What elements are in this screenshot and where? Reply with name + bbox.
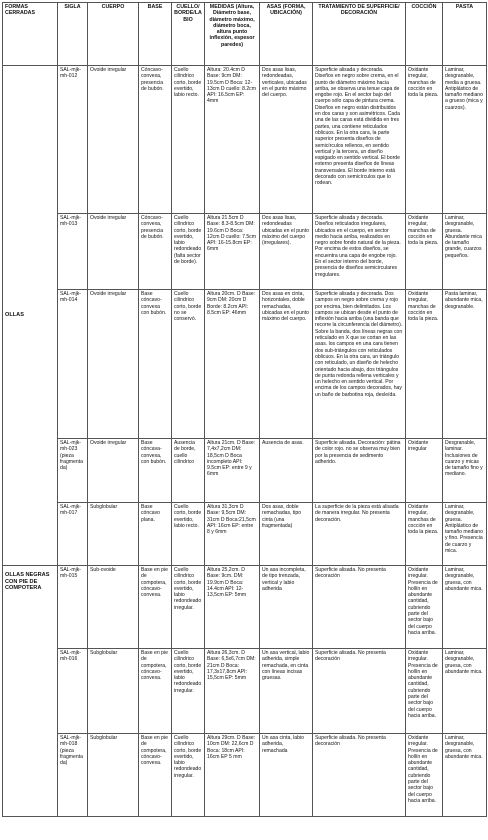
header-asas: ASAS (FORMA, UBICACIÓN) <box>260 3 313 66</box>
cell-medidas: Altura 20cm. D Base: 9cm DM: 20cm D Borde: 8.2cm API: 8.5cm EP: 46mm <box>205 290 260 439</box>
cell-pasta: Pasta laminar, abundante mica, desgranable. <box>443 290 487 439</box>
cell-medidas: Altura 21.5cm D Base: 8.3-8.5cm DM: 19.6cm D Boca: 12cm D cuello: 7.5cm API: 16-15.8cm EP: 6mm <box>205 214 260 290</box>
cell-coccion: Oxidante irregular, manchas de cocción en toda la pieza. <box>406 290 443 439</box>
cell-tratamiento: Superficie alisada. No presenta decoración <box>313 734 406 817</box>
cell-sigla: SAL-mjk-mh-015 <box>58 566 88 649</box>
cell-medidas: Altura 21cm. D Base: 7,4x7,2cm DM: 18,5cm D Boca incompleto API: 9.5cm EP: entre 9 y 6mm <box>205 439 260 503</box>
cell-cuerpo: Sub-ovoide <box>88 566 139 649</box>
cell-medidas: Altura: 20.4cm D Base: 9cm DM: 19.5cm D Boca: 12-13cm D cuello: 8.2cm API: 16.5cm EP: 4mm <box>205 66 260 214</box>
cell-base: Base en pie de compotera, cóncavo-convexa. <box>139 566 172 649</box>
cell-base: Base cóncava-convexa, con bubón. <box>139 439 172 503</box>
header-row <box>3 3 487 66</box>
cell-cuerpo: Ovoide irregular <box>88 214 139 290</box>
cell-sigla: SAL-mjk-mh-023 (pieza fragmentada) <box>58 439 88 503</box>
cell-cuello: Cuello cilíndrico corto, borde evertido, labio recto. <box>172 66 205 214</box>
cell-cuerpo: Ovoide irregular <box>88 290 139 439</box>
cell-cuerpo: Subglobular <box>88 734 139 817</box>
cell-coccion: Oxidante irregular, manchas de cocción en toda la pieza. <box>406 214 443 290</box>
cell-asas: Un asa vertical, labio adherida, simple remachada, en cinta con líneas incisas gruesas. <box>260 649 313 734</box>
table-row <box>3 439 487 503</box>
group-label-ollas: OLLAS <box>3 66 58 566</box>
cell-cuello: Cuello cilíndrico corto, borde no se conservó. <box>172 290 205 439</box>
cell-medidas: Altura 29cm. D Base: 10cm DM: 22,6cm D Boca: 18cm API: 16cm EP 5 mm <box>205 734 260 817</box>
cell-base: Cóncavo-convexa, presencia de bubón. <box>139 214 172 290</box>
cell-asas: Un asa cinta, labio adherida, remachada <box>260 734 313 817</box>
cell-coccion: Oxidante irregular. Presencia de hollín en abundante cantidad, cubriendo parte del sector bajo del cuerpo hacia arriba. <box>406 734 443 817</box>
cell-tratamiento: Superficie alisada y decorada. Dos campos en negro sobre crema y rojo por encima, bien delimitados. Los campos se ubican desde el punto de inflexión hacia arriba (una banda que recorre la circunferencia del diámetro). Sobre la banda, dos líneas negras con reticulado en X que se cortan en las asas. los campos en una cara tienen dos sub-triángulos con reticulados oblicuos. En la otra cara, un triángulo con reticulado, un diseño de helecho orientado hacia abajo, dos triángulos de punta redonda rellena verticales y un helecho en sentido vertical. Por encima de los campos decorados, hay un baño de barbotina roja, desleída. <box>313 290 406 439</box>
cell-tratamiento: Superficie alisada. Decoración: pátina de color rojo. no se observa muy bien por la presencia de sedimento adherido. <box>313 439 406 503</box>
cell-sigla: SAL-mjk-mh-012 <box>58 66 88 214</box>
table-row <box>3 649 487 734</box>
cell-coccion: Oxidante irregular <box>406 439 443 503</box>
cell-sigla: SAL-mjk-mh-016 <box>58 649 88 734</box>
cell-coccion: Oxidante irregular. Presencia de hollín en abundante cantidad, cubriendo parte del sector bajo del cuerpo hacia arriba. <box>406 566 443 649</box>
cell-cuello: Cuello cilíndrico corto, borde evertido, labio redondeado irregular. <box>172 566 205 649</box>
header-base: BASE <box>139 3 172 66</box>
cell-pasta: Laminar, desgranable, gruesa. Antiplástico de tamaño mediano y fino. Presencia de cuarzo y mica. <box>443 503 487 566</box>
header-cuello: CUELLO/ BORDE/LABIO <box>172 3 205 66</box>
cell-base: Cóncavo-convexa, presencia de bubón. <box>139 66 172 214</box>
cell-pasta: Laminar, desgranable, gruesa, con abundante mica. <box>443 649 487 734</box>
header-formas: FORMAS CERRADAS <box>3 3 58 66</box>
header-coccion: COCCIÓN <box>406 3 443 66</box>
cell-cuello: Cuello cilíndrico corto, borde evertido, labio redondeado (falta sector de borde). <box>172 214 205 290</box>
cell-cuerpo: Subglobular <box>88 503 139 566</box>
cell-pasta: Desgranable, laminar. Inclusiones de cuarzo y micas de tamaño fino y mediano. <box>443 439 487 503</box>
cell-pasta: Laminar, desgranable, gruesa. Abundante mica de tamaño grande, cuarzos pequeños. <box>443 214 487 290</box>
cell-base: Base cóncavo plana. <box>139 503 172 566</box>
cell-asas: Dos asas lisas, redondeadas, verticales, ubicadas en el punto máximo del cuerpo. <box>260 66 313 214</box>
cell-tratamiento: La superficie de la pieza está alisada de manera irregular. No presenta decoración. <box>313 503 406 566</box>
table-row <box>3 214 487 290</box>
cell-tratamiento: Superficie alisada y decorada. Diseños reticulados irregulares, ubicados en el cuerpo, en sector medio hacia arriba, realizados en negro sobre fondo natural de la pieza. Por encima de estos diseños, se encuentra una capa de engobe rojo. En el sector interno del borde, presencia de diseños semicirculares irregulares. <box>313 214 406 290</box>
header-cuerpo: CUERPO <box>88 3 139 66</box>
cell-pasta: Laminar, desgranable, media a gruesa. Antiplástico de tamaño mediano a grueso (mica y cuarzos). <box>443 66 487 214</box>
cell-coccion: Oxidante irregular, manchas de cocción en toda la pieza. <box>406 503 443 566</box>
header-pasta: PASTA <box>443 3 487 66</box>
cell-asas: Un asa incompleta, de tipo trenzada, vertical y labio adherida <box>260 566 313 649</box>
cell-base: Base cóncavo-convexa con bubón. <box>139 290 172 439</box>
cell-cuerpo: Ovoide irregular <box>88 66 139 214</box>
group-label-ollas-pie: OLLAS NEGRAS CON PIE DE COMPOTERA <box>3 566 58 817</box>
cell-tratamiento: Superficie alisada. No presenta decoración <box>313 566 406 649</box>
table-row <box>3 734 487 817</box>
ceramics-table <box>2 2 487 817</box>
table-row <box>3 503 487 566</box>
cell-sigla: SAL-mjk-mh-017 <box>58 503 88 566</box>
cell-cuerpo: Ovoide irregular <box>88 439 139 503</box>
cell-pasta: Laminar, desgranable, gruesa, con abundante mica. <box>443 734 487 817</box>
cell-coccion: Oxidante irregular. Presencia de hollín en abundante cantidad, cubriendo parte del sector bajo del cuerpo hacia arriba. <box>406 649 443 734</box>
table-row <box>3 290 487 439</box>
cell-sigla: SAL-mjk-mh-013 <box>58 214 88 290</box>
cell-cuello: Cuello cilíndrico corto, borde evertido, labio redondeado irregular. <box>172 649 205 734</box>
header-sigla: SIGLA <box>58 3 88 66</box>
cell-cuello: Ausencia de borde, cuello cilíndrico <box>172 439 205 503</box>
table-row <box>3 66 487 214</box>
cell-pasta: Laminar, desgranable, gruesa, con abundante mica. <box>443 566 487 649</box>
cell-base: Base en pie de compotera, cóncavo-convexa. <box>139 649 172 734</box>
cell-medidas: Altura 26,3cm. D Base: 6,5x6,7cm DM: 21cm D Boca: 17,3x17,8cm API: 15,5cm EP: 5mm <box>205 649 260 734</box>
cell-asas: Dos asas, doble remachadas, tipo cinta (una fragmentada) <box>260 503 313 566</box>
cell-cuerpo: Subglobular <box>88 649 139 734</box>
cell-sigla: SAL-mjk-mh-014 <box>58 290 88 439</box>
cell-sigla: SAL-mjk-mh-018 (pieza fragmentada) <box>58 734 88 817</box>
cell-medidas: Altura 25,2cm. D Base: 9cm. DM: 19.9cm D Boca: 14.4cm API: 12-13,5cm EP: 5mm <box>205 566 260 649</box>
cell-asas: Dos asas lisas, redondeadas ubicadas en el punto máximo del cuerpo (irregulares). <box>260 214 313 290</box>
cell-cuello: Cuello corto, borde evertido, labio recto. <box>172 503 205 566</box>
cell-asas: Dos asas en cinta, horizontales, doble remachadas, ubicadas en el punto máximo del cuerpo. <box>260 290 313 439</box>
cell-base: Base en pie de compotera, cóncavo-convexa. <box>139 734 172 817</box>
cell-medidas: Altura 31,3cm D Base: 9,5cm DM: 31cm D Boca:21,5cm API: 16cm EP: entre 8 y 6mm <box>205 503 260 566</box>
table-row <box>3 566 487 649</box>
cell-tratamiento: Superficie alisada. No presenta decoración <box>313 649 406 734</box>
cell-cuello: Cuello cilíndrico corto, borde evertido, labio redondeado irregular. <box>172 734 205 817</box>
cell-asas: Ausencia de asas. <box>260 439 313 503</box>
header-tratamiento: TRATAMIENTO DE SUPERFICIE/ DECORACIÓN <box>313 3 406 66</box>
cell-coccion: Oxidante irregular, manchas de cocción en toda la pieza. <box>406 66 443 214</box>
header-medidas: MEDIDAS (Altura, Diámetro base, diámetro máximo, diámetro boca, altura punto inflexión, espesor paredes) <box>205 3 260 66</box>
cell-tratamiento: Superficie alisada y decorada. Diseños en negro sobre crema, en el punto de diámetro máximo hacia arriba, se observa una tenue capa de engobe rojo. En el sector bajo del cuerpo sólo capa de pintura crema. Diseños en negro están distribuidos en dos caras y son asimétricos. Cada una de las caras está dividida en tres partes, una contiene reticulados oblicuos. En la otra cara, la parte superior presenta diseños de semicírculos rellenos, en sentido vertical y la tercera, un diseño espigado en sentido vertical. El borde externo presenta diseños de líneas transversales. El borde interno está decorado con semicírculos que lo rodean. <box>313 66 406 214</box>
